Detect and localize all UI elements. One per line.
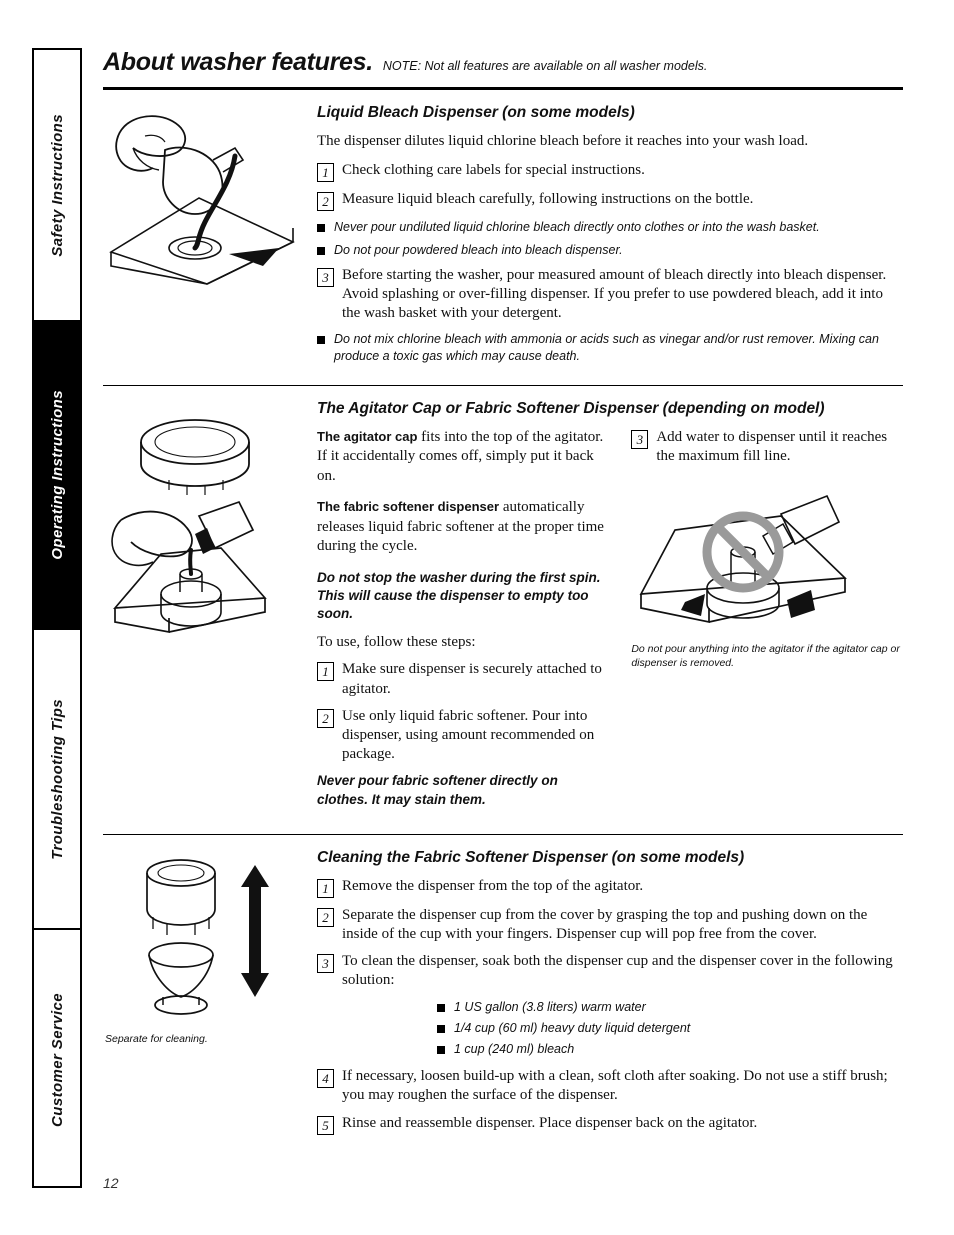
step-number: 3 (631, 430, 648, 449)
step-number: 3 (317, 954, 334, 973)
section-tab-rail (32, 48, 82, 1188)
page-number: 12 (103, 1175, 119, 1191)
sidebar-item-customer-service[interactable] (34, 930, 80, 1190)
page-title-note: NOTE: Not all features are available on all washer models. (382, 59, 708, 73)
caution-item (317, 331, 903, 364)
column-left (317, 428, 611, 820)
agitator-cap-paragraph (317, 428, 611, 487)
sidebar-item-label: Troubleshooting Tips (48, 698, 66, 860)
figure-caption-separate: Separate for cleaning. (105, 1032, 208, 1045)
sidebar-item-operating-instructions[interactable] (34, 322, 80, 630)
step-text: Measure liquid bleach carefully, following instructions on the bottle. (342, 191, 754, 208)
step-number: 2 (317, 908, 334, 927)
column-right (631, 428, 903, 820)
list-item-text: 1/4 cup (60 ml) heavy duty liquid detergent (454, 1020, 691, 1035)
fabric-softener-rest: automatically releases liquid fabric softener at the proper time during the cycle. (317, 499, 604, 555)
caution-text: Never pour undiluted liquid chlorine bleach directly onto clothes or into the wash basket. (334, 220, 820, 235)
step-item (317, 660, 611, 698)
step-item (317, 906, 903, 944)
step-text: Make sure dispenser is securely attached to agitator. (342, 661, 602, 697)
two-column-layout (317, 428, 903, 820)
section-body-cleaning (317, 847, 903, 1143)
section-agitator-cap (103, 386, 903, 834)
illustration-pouring-bleach (103, 102, 299, 371)
sidebar-item-label: Customer Service (48, 993, 66, 1127)
solution-ingredient-list (437, 999, 903, 1058)
page-content (103, 48, 903, 1157)
sidebar-item-safety-instructions[interactable] (34, 50, 80, 322)
step-item (317, 707, 611, 765)
use-steps-intro: To use, follow these steps: (317, 634, 476, 651)
sidebar-item-label: Operating Instructions (48, 390, 66, 560)
section-body-liquid-bleach (317, 102, 903, 371)
step-text: Check clothing care labels for special instructions. (342, 162, 645, 179)
section-heading: Liquid Bleach Dispenser (on some models) (317, 104, 635, 121)
illustration-agitator-cap-and-dispenser (103, 398, 299, 820)
illustration-do-not-pour-agitator (631, 474, 903, 634)
page-title (103, 48, 903, 85)
section-cleaning-dispenser (103, 835, 903, 1157)
step-item (317, 190, 903, 211)
step-number: 5 (317, 1116, 334, 1135)
bullet-square-icon (317, 224, 325, 232)
bullet-square-icon (437, 1046, 445, 1054)
figure-caption-do-not-pour: Do not pour anything into the agitator if the agitator cap or dispenser is removed. (631, 643, 900, 670)
step-text: Add water to dispenser until it reaches the maximum fill line. (656, 428, 888, 464)
step-number: 1 (317, 662, 334, 681)
agitator-cap-runin: The agitator cap (317, 428, 418, 444)
caution-text: Do not mix chlorine bleach with ammonia or acids such as vinegar and/or rust remover. Mixing can produce a toxic gas which may cause death. (334, 332, 879, 363)
list-item-text: 1 cup (240 ml) bleach (454, 1042, 575, 1057)
step-text: If necessary, loosen build-up with a clean, soft cloth after soaking. Do not use a stiff brush; you may roughen the surface of the dispenser. (342, 1068, 888, 1104)
list-item (437, 1020, 903, 1036)
fabric-softener-runin: The fabric softener dispenser (317, 499, 500, 515)
bullet-square-icon (437, 1004, 445, 1012)
step-item (317, 161, 903, 182)
step-text: Before starting the washer, pour measured amount of bleach directly into bleach dispenser. Avoid splashing or over-filling dispenser. If you prefer to use powdered bleach, add it into the wash basket with your detergent. (342, 266, 887, 322)
section-body-agitator (317, 398, 903, 820)
step-text: Separate the dispenser cup from the cover by grasping the top and pushing down on the inside of the cup with your fingers. Dispenser cup will pop free from the cover. (342, 906, 868, 942)
warning-never-pour: Never pour fabric softener directly on clothes. It may stain them. (317, 773, 558, 807)
caution-item (317, 242, 903, 258)
step-number: 3 (317, 268, 334, 287)
caution-item (317, 219, 903, 235)
step-text: Use only liquid fabric softener. Pour into dispenser, using amount recommended on package. (342, 707, 595, 763)
list-item (437, 999, 903, 1015)
section-liquid-bleach-dispenser (103, 90, 903, 385)
list-item-text: 1 US gallon (3.8 liters) warm water (454, 999, 646, 1014)
step-item (317, 1114, 903, 1135)
step-item (317, 266, 903, 324)
step-item (317, 877, 903, 898)
step-number: 2 (317, 709, 334, 728)
step-item (317, 952, 903, 990)
page-title-text: About washer features. (103, 48, 373, 76)
section-heading: The Agitator Cap or Fabric Softener Dispenser (depending on model) (317, 399, 825, 417)
bullet-square-icon (437, 1025, 445, 1033)
step-number: 1 (317, 163, 334, 182)
fabric-softener-paragraph (317, 498, 611, 557)
step-text: Rinse and reassemble dispenser. Place dispenser back on the agitator. (342, 1114, 758, 1131)
list-item (437, 1041, 903, 1057)
step-number: 2 (317, 192, 334, 211)
section-lead: The dispenser dilutes liquid chlorine bleach before it reaches into your wash load. (317, 133, 809, 149)
caution-text: Do not pour powdered bleach into bleach dispenser. (334, 243, 623, 258)
bullet-square-icon (317, 247, 325, 255)
illustration-separate-for-cleaning (103, 847, 299, 1143)
step-number: 1 (317, 879, 334, 898)
bullet-square-icon (317, 336, 325, 344)
section-heading: Cleaning the Fabric Softener Dispenser (on some models) (317, 848, 745, 866)
sidebar-item-label: Safety Instructions (48, 113, 66, 257)
step-number: 4 (317, 1069, 334, 1088)
step-item (317, 1067, 903, 1105)
step-text: Remove the dispenser from the top of the agitator. (342, 877, 644, 894)
step-text: To clean the dispenser, soak both the dispenser cup and the dispenser cover in the following solution: (342, 953, 893, 989)
agitator-cap-rest: fits into the top of the agitator. If it accidentally comes off, simply put it back on. (317, 428, 604, 484)
warning-do-not-stop: Do not stop the washer during the first spin. This will cause the dispenser to empty too soon. (317, 569, 601, 622)
step-item (631, 428, 903, 466)
sidebar-item-troubleshooting-tips[interactable] (34, 630, 80, 930)
